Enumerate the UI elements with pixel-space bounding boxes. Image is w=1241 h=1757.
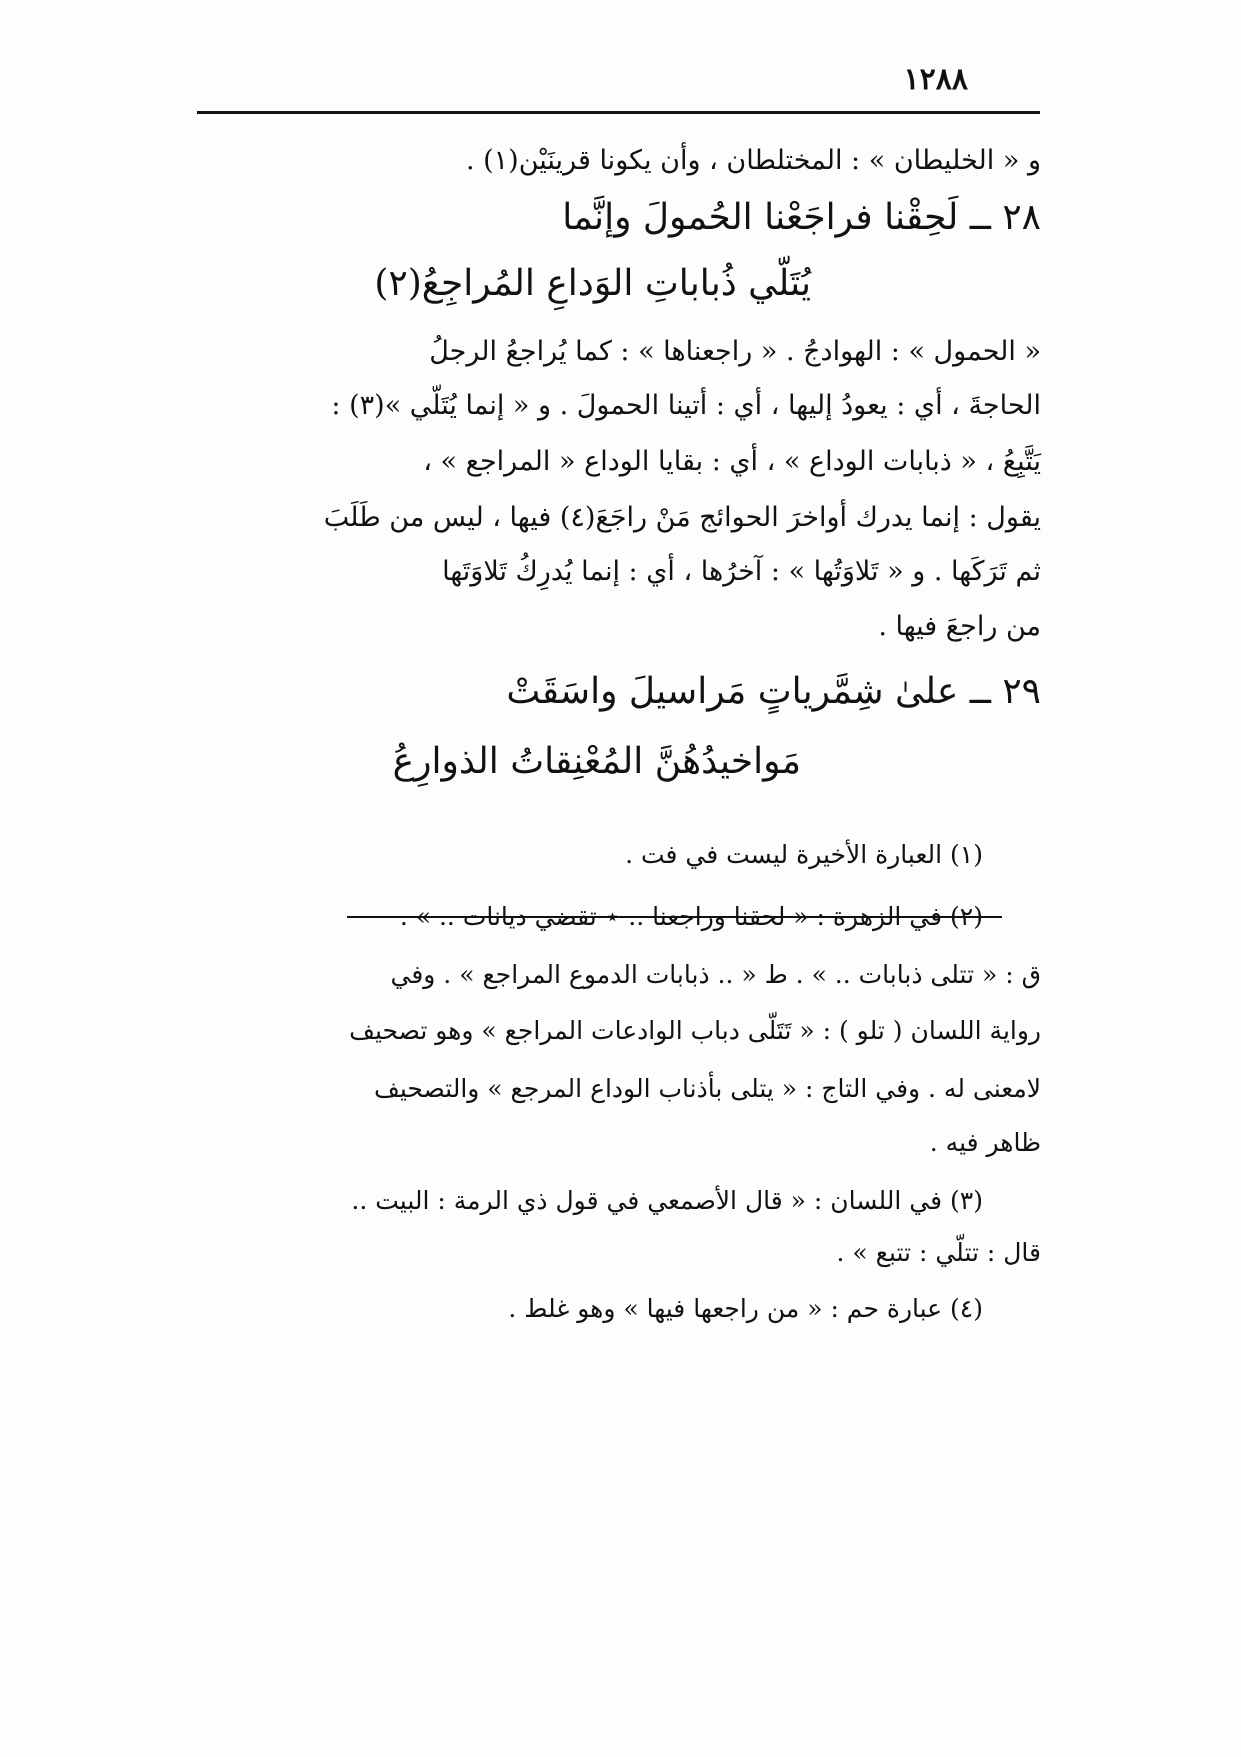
- verse-29-first-hemistich: ٢٩ ــ علىٰ شِمَّرياتٍ مَراسيلَ واسَقَتْ: [506, 671, 1041, 712]
- page-number: ١٢٨٨: [903, 62, 968, 97]
- footnote-2-line-5: ظاهر فيه .: [929, 1128, 1041, 1157]
- footnote-2-line-1: (٢) في الزهرة : « لحقنا وراجعنا .. ⋆ تقضي ديانات .. » .: [399, 902, 983, 931]
- commentary-line-4: يقول : إنما يدرك أواخرَ الحوائج مَنْ راجَعَ(٤) فيها ، ليس من طَلَبَ: [323, 502, 1041, 533]
- commentary-line-6: من راجعَ فيها .: [878, 611, 1041, 642]
- footnote-1: (١) العبارة الأخيرة ليست في فت .: [625, 840, 983, 869]
- footnote-2-line-2: ق : « تتلى ذبابات .. » . ط « .. ذبابات الدموع المراجع » . وفي: [390, 960, 1041, 989]
- commentary-line-2: الحاجةَ ، أي : يعودُ إليها ، أي : أتينا الحمولَ . و « إنما يُتَلّي »(٣) :: [331, 390, 1041, 421]
- commentary-line-5: ثم تَرَكَها . و « تَلاوَتُها » : آخرُها ، أي : إنما يُدرِكُ تَلاوَتَها: [442, 556, 1041, 587]
- footnote-3-line-1: (٣) في اللسان : « قال الأصمعي في قول ذي الرمة : البيت ..: [351, 1186, 983, 1215]
- commentary-line-1: « الحمول » : الهوادجُ . « راجعناها » : كما يُراجعُ الرجلُ: [429, 336, 1041, 367]
- footnote-4: (٤) عبارة حم : « من راجعها فيها » وهو غلط .: [508, 1294, 983, 1323]
- verse-29-second-hemistich: مَواخيدُهُنَّ المُعْنِقاتُ الذوارِعُ: [392, 741, 801, 782]
- footnote-2-line-3: رواية اللسان ( تلو ) : « تَتَلّى دباب الوادعات المراجع » وهو تصحيف: [349, 1016, 1041, 1045]
- footnote-2-line-4: لامعنى له . وفي التاج : « يتلى بأذناب الوداع المرجع » والتصحيف: [373, 1074, 1041, 1103]
- commentary-line-3: يَتَّبِعُ ، « ذبابات الوداع » ، أي : بقايا الوداع « المراجع » ،: [423, 446, 1041, 477]
- verse-28-second-hemistich: يُتَلّي ذُباباتِ الوَداعِ المُراجِعُ(٢): [374, 263, 811, 304]
- footnote-3-line-2: قال : تتلّي : تتبع » .: [836, 1238, 1041, 1267]
- verse-28-first-hemistich: ٢٨ ــ لَحِقْنا فراجَعْنا الحُمولَ وإنَّما: [562, 197, 1041, 238]
- intro-line: و « الخليطان » : المختلطان ، وأن يكونا قرينَيْن(١) .: [465, 145, 1041, 176]
- header-rule: [197, 111, 1040, 114]
